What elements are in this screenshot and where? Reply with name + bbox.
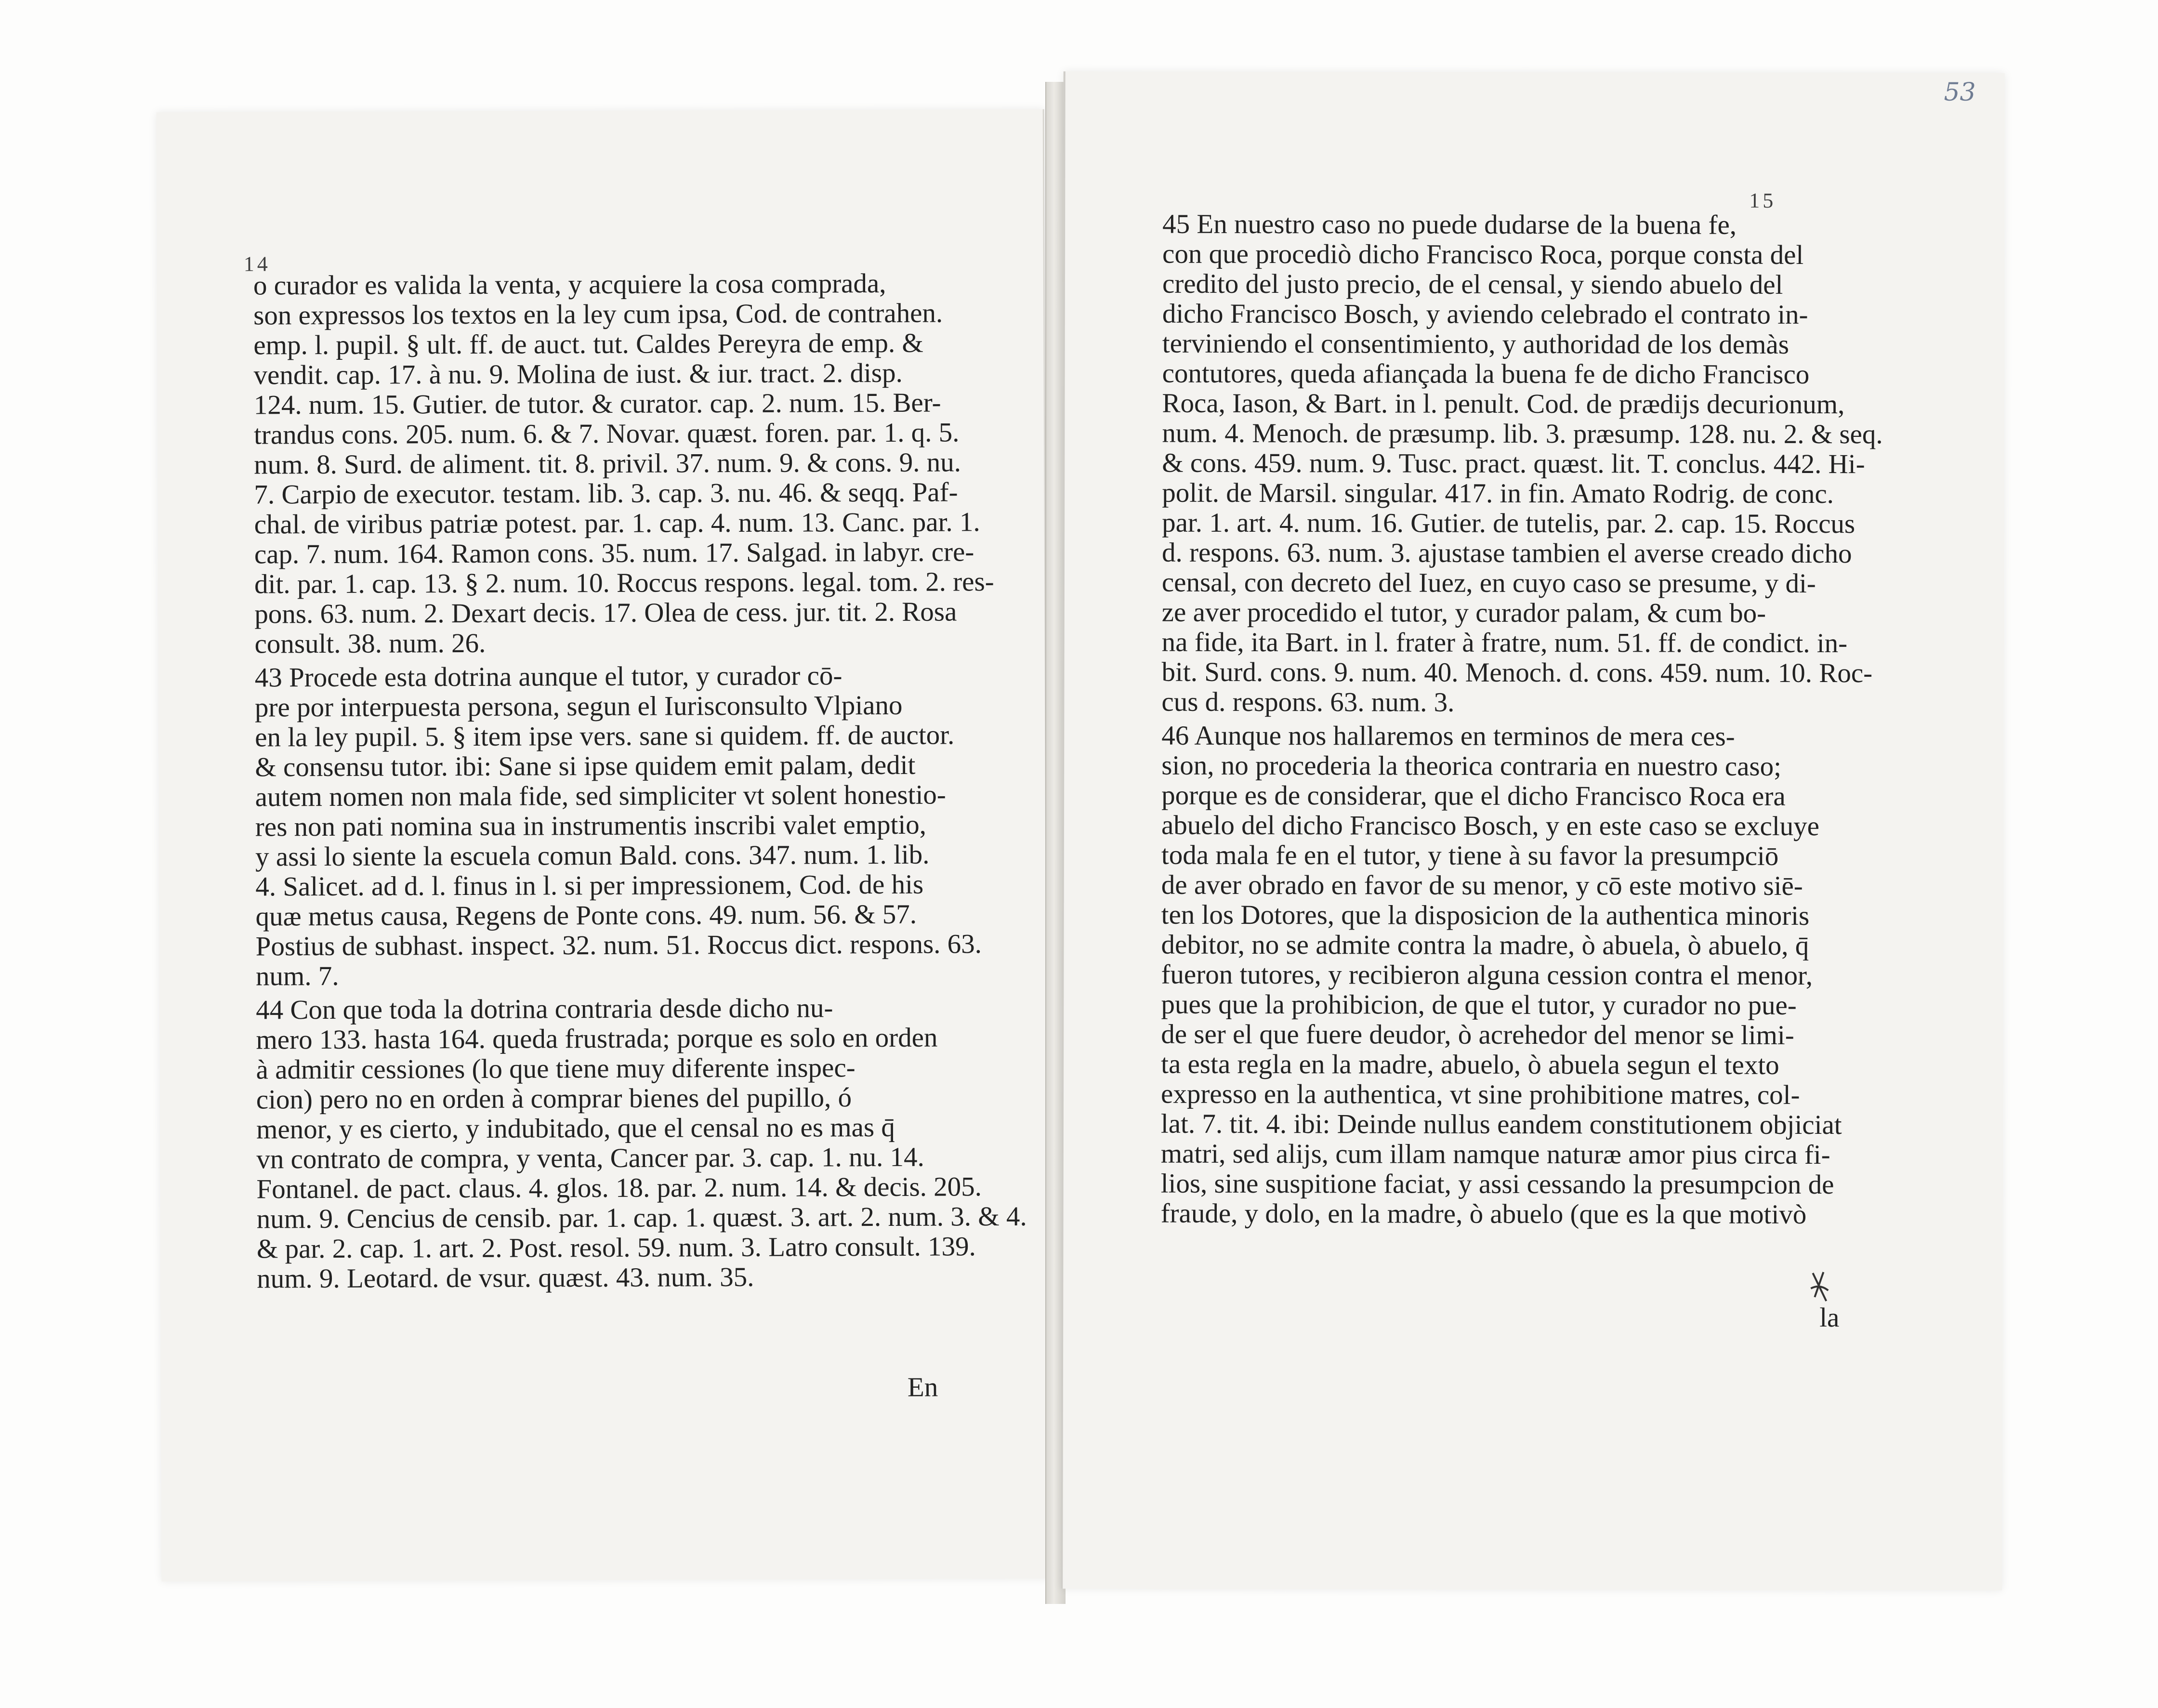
text-line: emp. l. pupil. § ult. ff. de auct. tut. Caldes Pereyra de emp. & [253, 328, 923, 361]
text-line: toda mala fe en el tutor, y tiene à su favor la presumpciō [1161, 840, 1779, 871]
text-line: polit. de Marsil. singular. 417. in fin. Amato Rodrig. de conc. [1162, 477, 1834, 510]
text-line: con que procediò dicho Francisco Roca, porque consta del [1162, 238, 1804, 270]
text-line: 43 Procede esta dotrina aunque el tutor, y curador cō- [254, 660, 842, 693]
right-page-text [1160, 206, 1883, 1230]
text-line: Postius de subhast. inspect. 32. num. 51. Roccus dict. respons. 63. [255, 929, 982, 962]
text-line: num. 9. Leotard. de vsur. quæst. 43. num. 35. [257, 1261, 754, 1294]
text-line: par. 1. art. 4. num. 16. Gutier. de tutelis, par. 2. cap. 15. Roccus [1162, 507, 1855, 539]
text-line: cap. 7. num. 164. Ramon cons. 35. num. 17. Salgad. in labyr. cre- [254, 537, 974, 570]
left-catchword: En [907, 1372, 938, 1403]
text-line: fraude, y dolo, en la madre, ò abuelo (que es la que motivò [1160, 1198, 1807, 1230]
text-line: dicho Francisco Bosch, y aviendo celebrado el contrato in- [1162, 298, 1808, 330]
text-line: vn contrato de compra, y venta, Cancer par. 3. cap. 1. nu. 14. [256, 1142, 924, 1175]
text-line: vendit. cap. 17. à nu. 9. Molina de iust. & iur. tract. 2. disp. [253, 357, 903, 391]
text-line: debitor, no se admite contra la madre, ò abuela, ò abuelo, q̄ [1161, 929, 1809, 961]
text-line: de ser el que fuere deudor, ò acrehedor del menor se limi- [1161, 1019, 1794, 1051]
text-line: Fontanel. de pact. claus. 4. glos. 18. par. 2. num. 14. & decis. 205. [256, 1171, 982, 1205]
text-line: abuelo del dicho Francisco Bosch, y en este caso se excluye [1161, 810, 1820, 842]
text-line: porque es de considerar, que el dicho Francisco Roca era [1161, 780, 1786, 812]
text-line: credito del justo precio, de el censal, y siendo abuelo del [1162, 268, 1783, 300]
text-line: 44 Con que toda la dotrina contraria desde dicho nu- [256, 993, 833, 1025]
text-line: pons. 63. num. 2. Dexart decis. 17. Olea de cess. jur. tit. 2. Rosa [254, 596, 957, 630]
text-line: & par. 2. cap. 1. art. 2. Post. resol. 59. num. 3. Latro consult. 139. [256, 1231, 976, 1264]
text-line: dit. par. 1. cap. 13. § 2. num. 10. Roccus respons. legal. tom. 2. res- [254, 566, 994, 600]
text-line: pre por interpuesta persona, segun el Iurisconsulto Vlpiano [254, 690, 903, 723]
folio-number: 53 [1944, 78, 1976, 107]
text-line: censal, con decreto del Iuez, en cuyo caso se presume, y di- [1161, 567, 1816, 599]
text-line: 124. num. 15. Gutier. de tutor. & curator. cap. 2. num. 15. Ber- [253, 387, 941, 420]
text-line: cion) pero no en orden à comprar bienes del pupillo, ó [256, 1082, 852, 1115]
text-line: à admitir cessiones (lo que tiene muy diferente inspec- [256, 1052, 855, 1085]
text-line: quæ metus causa, Regens de Ponte cons. 49. num. 56. & 57. [255, 899, 917, 932]
text-line: d. respons. 63. num. 3. ajustase tambien el averse creado dicho [1161, 537, 1852, 569]
text-line: bit. Surd. cons. 9. num. 40. Menoch. d. cons. 459. num. 10. Roc- [1161, 657, 1873, 689]
text-line: num. 4. Menoch. de præsump. lib. 3. præsump. 128. nu. 2. & seq. [1162, 418, 1883, 450]
text-line: & consensu tutor. ibi: Sane si ipse quidem emit palam, dedit [255, 749, 916, 783]
text-line: matri, sed alijs, cum illam namque naturæ amor pius circa fi- [1160, 1138, 1830, 1170]
text-line: 45 En nuestro caso no puede dudarse de la buena fe, [1162, 209, 1737, 240]
text-line: 4. Salicet. ad d. l. finus in l. si per impressionem, Cod. de his [255, 869, 924, 902]
text-line: menor, y es cierto, y indubitado, que el censal no es mas q̄ [256, 1112, 895, 1145]
text-line: ten los Dotores, que la disposicion de la authentica minoris [1161, 899, 1810, 932]
text-line: num. 7. [255, 960, 339, 992]
ink-mark-icon [1809, 1269, 1830, 1305]
text-line: contutores, queda afiançada la buena fe de dicho Francisco [1162, 358, 1810, 390]
text-line: terviniendo el consentimiento, y authoridad de los demàs [1162, 328, 1790, 360]
text-line: na fide, ita Bart. in l. frater à fratre, num. 51. ff. de condict. in- [1161, 627, 1848, 659]
text-line: & cons. 459. num. 9. Tusc. pract. quæst. lit. T. conclus. 442. Hi- [1162, 447, 1865, 480]
text-line: ze aver procedido el tutor, y curador palam, & cum bo- [1161, 597, 1766, 629]
text-line: lat. 7. tit. 4. ibi: Deinde nullus eandem constitutionem objiciat [1160, 1108, 1842, 1141]
text-line: o curador es valida la venta, y acquiere la cosa comprada, [253, 268, 886, 301]
text-line: de aver obrado en favor de su menor, y cō este motivo siē- [1161, 869, 1803, 901]
left-page-text [253, 268, 1027, 1294]
text-line: consult. 38. num. 26. [254, 628, 486, 659]
right-page-number: 15 [1749, 188, 1776, 212]
text-line: 46 Aunque nos hallaremos en terminos de mera ces- [1161, 720, 1735, 752]
text-line: Roca, Iason, & Bart. in l. penult. Cod. de prædijs decurionum, [1162, 388, 1845, 420]
text-line: son expressos los textos en la ley cum ipsa, Cod. de contrahen. [253, 298, 943, 331]
right-page [1061, 71, 2004, 1590]
left-page [157, 109, 1050, 1581]
text-line: y assi lo siente la escuela comun Bald. cons. 347. num. 1. lib. [255, 839, 930, 872]
text-line: cus d. respons. 63. num. 3. [1161, 686, 1455, 718]
text-line: 7. Carpio de executor. testam. lib. 3. cap. 3. nu. 46. & seqq. Paf- [254, 477, 958, 510]
right-catchword: la [1819, 1302, 1840, 1333]
left-page-number: 14 [243, 252, 271, 276]
text-line: ta esta regla en la madre, abuelo, ò abuela segun el texto [1161, 1049, 1779, 1080]
text-line: en la ley pupil. 5. § item ipse vers. sane si quidem. ff. de auctor. [255, 720, 955, 753]
text-line: expresso en la authentica, vt sine prohibitione matres, col- [1160, 1078, 1800, 1110]
text-line: trandus cons. 205. num. 6. & 7. Novar. quæst. foren. par. 1. q. 5. [253, 417, 960, 450]
text-line: num. 8. Surd. de aliment. tit. 8. privil. 37. num. 9. & cons. 9. nu. [254, 447, 961, 480]
text-line: fueron tutores, y recibieron alguna cession contra el menor, [1161, 959, 1813, 991]
text-line: pues que la prohibicion, de que el tutor, y curador no pue- [1161, 989, 1797, 1021]
text-line: sion, no procederia la theorica contraria en nuestro caso; [1161, 750, 1781, 782]
text-line: res non pati nomina sua in instrumentis inscribi valet emptio, [255, 809, 927, 842]
text-line: mero 133. hasta 164. queda frustrada; porque es solo en orden [256, 1022, 938, 1055]
text-line: chal. de viribus patriæ potest. par. 1. cap. 4. num. 13. Canc. par. 1. [254, 507, 980, 540]
open-book [159, 63, 1999, 1708]
text-line: num. 9. Cencius de censib. par. 1. cap. 1. quæst. 3. art. 2. num. 3. & 4. [256, 1201, 1027, 1235]
text-line: lios, sine suspitione faciat, y assi cessando la presumpcion de [1160, 1168, 1834, 1200]
text-line: autem nomen non mala fide, sed simpliciter vt solent honestio- [255, 779, 946, 813]
